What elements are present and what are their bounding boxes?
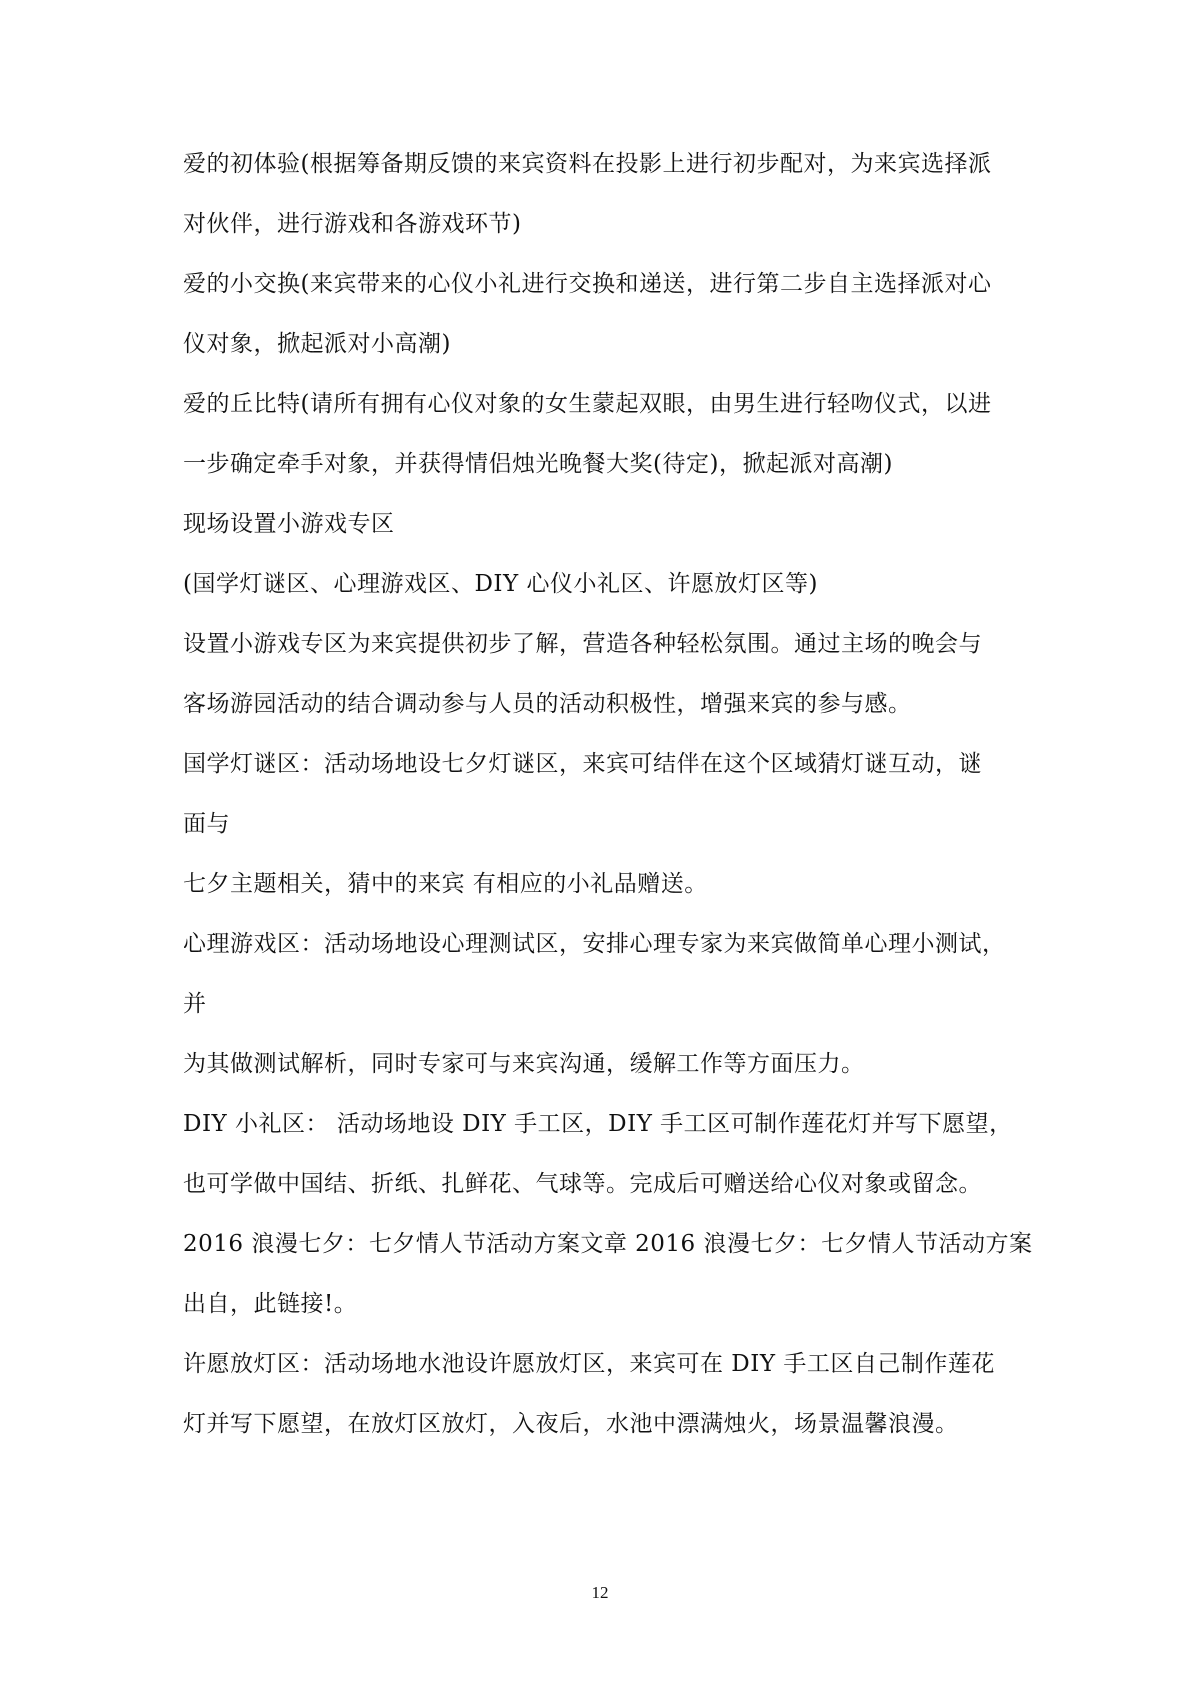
paragraph-line: (国学灯谜区、心理游戏区、DIY 心仪小礼区、许愿放灯区等) bbox=[183, 571, 818, 597]
paragraph-line: 仪对象，掀起派对小高潮) bbox=[183, 331, 451, 357]
paragraph-line: 灯并写下愿望，在放灯区放灯，入夜后，水池中漂满烛火，场景温馨浪漫。 bbox=[183, 1411, 959, 1437]
paragraph-line: 现场设置小游戏专区 bbox=[183, 511, 395, 537]
paragraph-line: DIY 小礼区： 活动场地设 DIY 手工区，DIY 手工区可制作莲花灯并写下愿望， bbox=[183, 1111, 1013, 1137]
paragraph-line: 一步确定牵手对象，并获得情侣烛光晚餐大奖(待定)，掀起派对高潮) bbox=[183, 451, 893, 477]
paragraph-line: 也可学做中国结、折纸、扎鲜花、气球等。完成后可赠送给心仪对象或留念。 bbox=[183, 1171, 982, 1197]
paragraph-line: 设置小游戏专区为来宾提供初步了解，营造各种轻松氛围。通过主场的晚会与 bbox=[183, 631, 982, 657]
paragraph-line: 国学灯谜区：活动场地设七夕灯谜区，来宾可结伴在这个区域猜灯谜互动，谜 bbox=[183, 751, 982, 777]
paragraph-line: 出自，此链接!。 bbox=[183, 1291, 358, 1317]
paragraph-line: 为其做测试解析，同时专家可与来宾沟通，缓解工作等方面压力。 bbox=[183, 1051, 865, 1077]
paragraph-line: 七夕主题相关，猜中的来宾 有相应的小礼品赠送。 bbox=[183, 871, 708, 897]
paragraph-line: 2016 浪漫七夕：七夕情人节活动方案文章 2016 浪漫七夕：七夕情人节活动方案 bbox=[183, 1231, 1033, 1257]
paragraph-line: 面与 bbox=[183, 811, 230, 837]
paragraph-line: 爱的初体验(根据筹备期反馈的来宾资料在投影上进行初步配对，为来宾选择派 bbox=[183, 151, 992, 177]
paragraph-line: 客场游园活动的结合调动参与人员的活动积极性，增强来宾的参与感。 bbox=[183, 691, 912, 717]
page-number: 12 bbox=[591, 1583, 609, 1602]
paragraph-line: 并 bbox=[183, 991, 207, 1017]
paragraph-line: 许愿放灯区：活动场地水池设许愿放灯区，来宾可在 DIY 手工区自己制作莲花 bbox=[183, 1351, 995, 1377]
paragraph-line: 爱的小交换(来宾带来的心仪小礼进行交换和递送，进行第二步自主选择派对心 bbox=[183, 271, 992, 297]
paragraph-line: 爱的丘比特(请所有拥有心仪对象的女生蒙起双眼，由男生进行轻吻仪式，以进 bbox=[183, 391, 992, 417]
paragraph-line: 心理游戏区：活动场地设心理测试区，安排心理专家为来宾做简单心理小测试， bbox=[183, 931, 1006, 957]
paragraph-line: 对伙伴，进行游戏和各游戏环节) bbox=[183, 211, 522, 237]
